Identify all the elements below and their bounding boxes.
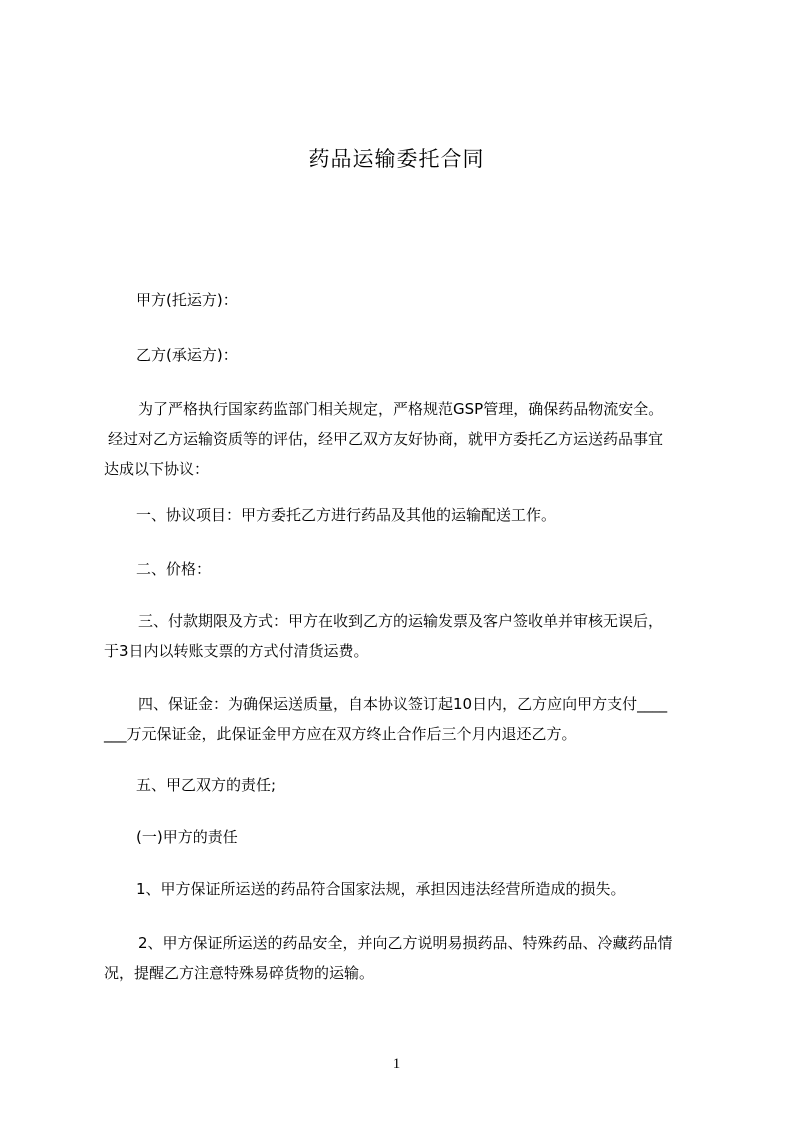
preamble-paragraph [104,394,700,484]
clause-5-paragraph [104,770,700,800]
text-line: 经过对乙方运输资质等的评估，经甲乙双方友好协商，就甲方委托乙方运送药品事宜 [108,430,664,448]
document-title: 药品运输委托合同 [308,147,485,171]
text-line: 1、甲方保证所运送的药品符合国家法规，承担因违法经营所造成的损失。 [136,880,626,898]
page-number: 1 [392,1056,401,1072]
text-line: (一)甲方的责任 [136,828,238,846]
party-a-line [104,285,700,315]
text-line: 四、保证金：为确保运送质量，自本协议签订起10日内，乙方应向甲方支付____ [138,695,668,713]
text-line: 达成以下协议： [104,460,210,478]
party-b-line [104,340,700,370]
party-a-duty-1-paragraph [104,874,700,904]
text-line: 三、付款期限及方式：甲方在收到乙方的运输发票及客户签收单并审核无误后， [138,612,664,630]
text-line: 二、价格： [136,560,212,578]
clause-3-paragraph [104,606,700,666]
text-line: 一、协议项目：甲方委托乙方进行药品及其他的运输配送工作。 [136,506,557,524]
party-a-duties-heading [104,822,700,852]
clause-1-paragraph [104,500,700,530]
text-line: 乙方(承运方)： [136,346,238,364]
text-line: 况，提醒乙方注意特殊易碎货物的运输。 [104,964,375,982]
party-a-duty-2-paragraph [104,928,700,988]
clause-2-paragraph [104,554,700,584]
text-line: 五、甲乙双方的责任; [136,776,277,794]
text-line: 2、甲方保证所运送的药品安全，并向乙方说明易损药品、特殊药品、冷藏药品情 [138,934,673,952]
text-line: ___万元保证金，此保证金甲方应在双方终止合作后三个月内退还乙方。 [104,725,577,743]
clause-4-paragraph [104,689,700,749]
text-line: 为了严格执行国家药监部门相关规定，严格规范GSP管理，确保药品物流安全。 [138,400,664,418]
text-line: 甲方(托运方)： [136,291,238,309]
text-line: 于3日内以转账支票的方式付清货运费。 [104,642,369,660]
